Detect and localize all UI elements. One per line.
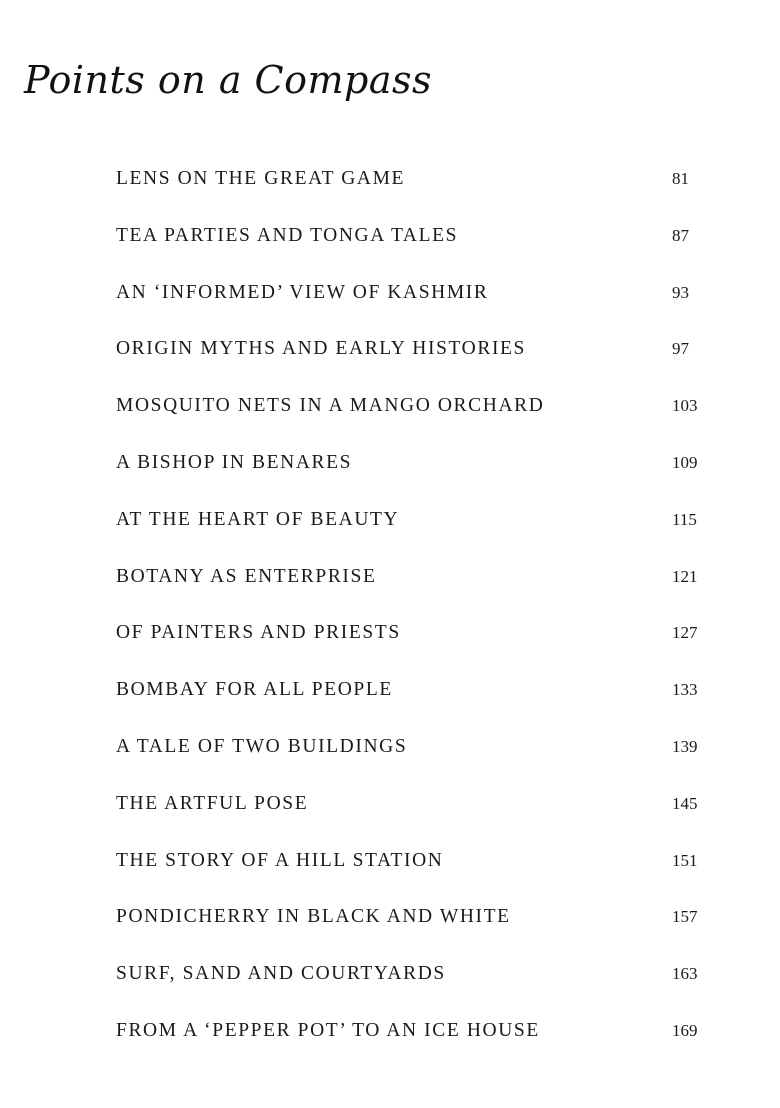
toc-entry-title: FROM A ‘PEPPER POT’ TO AN ICE HOUSE — [116, 1019, 540, 1041]
toc-entry — [116, 562, 706, 619]
toc-entry-page: 169 — [672, 1020, 698, 1040]
toc-entry-page: 81 — [672, 169, 689, 188]
toc-entry-title: SURF, SAND AND COURTYARDS — [116, 963, 446, 985]
toc-entry-page: 163 — [672, 964, 698, 984]
toc-entry-title: ORIGIN MYTHS AND EARLY HISTORIES — [116, 338, 527, 360]
section-title: Points on a Compass — [24, 58, 433, 102]
toc-entry — [116, 846, 706, 903]
toc-entry-title: A BISHOP IN BENARES — [116, 451, 353, 473]
toc-entry — [116, 278, 706, 335]
toc-entry-page: 93 — [672, 282, 689, 302]
toc-entry-title: TEA PARTIES AND TONGA TALES — [116, 224, 459, 246]
toc-entry-title: BOMBAY FOR ALL PEOPLE — [116, 679, 393, 701]
toc-entry — [116, 391, 706, 448]
toc-entry-page: 133 — [672, 680, 698, 700]
toc-entry-page: 157 — [672, 907, 698, 927]
toc-entry-page: 127 — [672, 623, 698, 643]
toc-entry-title: BOTANY AS ENTERPRISE — [116, 565, 377, 587]
toc-entry — [116, 675, 706, 732]
toc-entry-page: 97 — [672, 339, 689, 359]
toc-entry — [116, 1016, 706, 1073]
toc-entry — [116, 448, 706, 505]
toc-entry-title: OF PAINTERS AND PRIESTS — [116, 622, 401, 644]
toc-entry-title: AT THE HEART OF BEAUTY — [116, 508, 400, 530]
toc-entry-title: MOSQUITO NETS IN A MANGO ORCHARD — [116, 395, 545, 417]
toc-entry-page: 121 — [672, 566, 698, 586]
toc-entry-page: 139 — [672, 736, 698, 756]
table-of-contents — [116, 164, 706, 1073]
toc-entry-title: A TALE OF TWO BUILDINGS — [116, 735, 408, 757]
toc-entry-page: 109 — [672, 452, 698, 472]
toc-entry — [116, 959, 706, 1016]
toc-entry-page: 115 — [672, 509, 697, 529]
toc-entry-title: LENS ON THE GREAT GAME — [116, 168, 406, 189]
toc-entry-title: AN ‘INFORMED’ VIEW OF KASHMIR — [116, 281, 489, 303]
toc-entry-page: 87 — [672, 225, 689, 245]
toc-entry — [116, 221, 706, 278]
toc-entry-page: 151 — [672, 850, 698, 870]
toc-entry-page: 145 — [672, 793, 698, 813]
toc-entry — [116, 789, 706, 846]
toc-entry-title: THE STORY OF A HILL STATION — [116, 849, 444, 871]
toc-entry — [116, 732, 706, 789]
toc-entry — [116, 618, 706, 675]
toc-entry — [116, 164, 706, 221]
toc-entry — [116, 334, 706, 391]
toc-entry — [116, 505, 706, 562]
toc-entry — [116, 902, 706, 959]
toc-entry-page: 103 — [672, 396, 698, 416]
toc-entry-title: THE ARTFUL POSE — [116, 792, 309, 814]
toc-entry-title: PONDICHERRY IN BLACK AND WHITE — [116, 906, 511, 928]
